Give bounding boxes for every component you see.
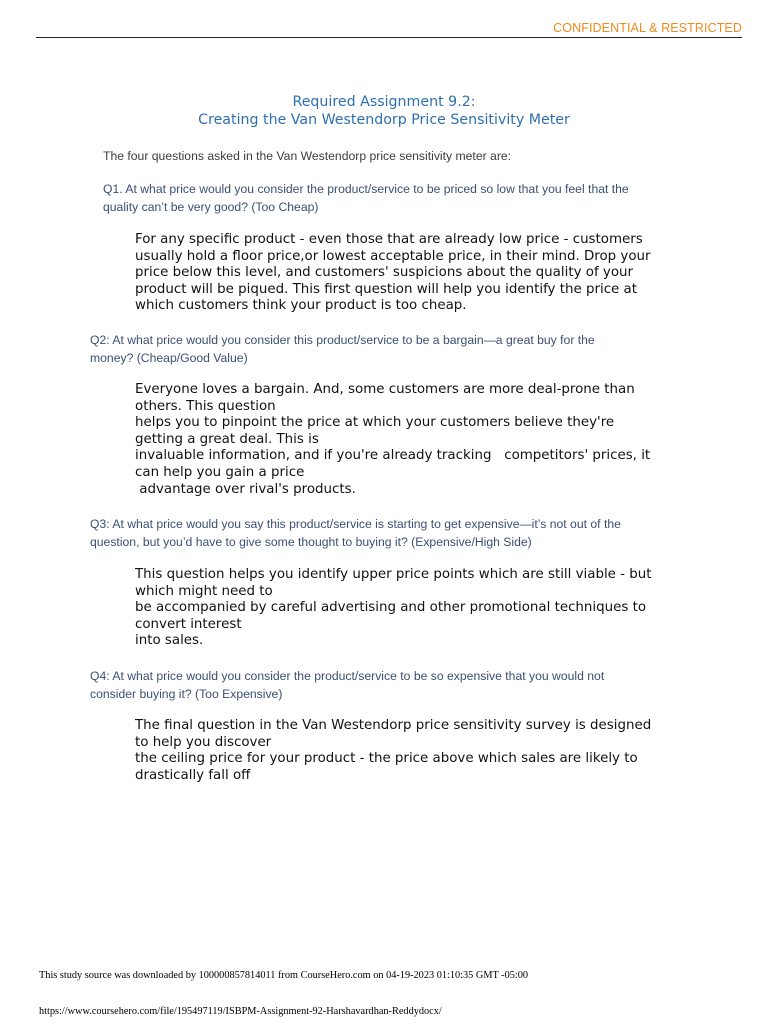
answer-1-line-2: usually hold a floor price,or lowest acceptable price, in their mind. Drop your bbox=[135, 248, 651, 264]
question-4-line-1: Q4: At what price would you consider the product/service to be so expensive that you would not bbox=[90, 669, 605, 683]
question-4-line-2: consider buying it? (Too Expensive) bbox=[90, 687, 283, 701]
answer-4-line-4: drastically fall off bbox=[135, 767, 251, 783]
header-divider bbox=[36, 37, 742, 38]
document-title-line-1: Required Assignment 9.2: bbox=[292, 94, 476, 110]
answer-2-line-5: invaluable information, and if you're already tracking competitors' prices, it bbox=[135, 448, 651, 464]
answer-4-line-1: The final question in the Van Westendorp price sensitivity survey is designed bbox=[135, 718, 652, 733]
answer-2-line-1: Everyone loves a bargain. And, some customers are more deal-prone than bbox=[135, 382, 635, 397]
answer-1-line-4: product will be piqued. This first question will help you identify the price at bbox=[135, 281, 638, 297]
answer-3-line-5: into sales. bbox=[135, 633, 204, 649]
download-note: This study source was downloaded by 100000857814011 from CourseHero.com on 04-19-2023 01:10:35 GMT -05:00 bbox=[39, 970, 529, 981]
question-3-line-1: Q3: At what price would you say this product/service is starting to get expensive—it’s not out of the bbox=[90, 517, 621, 531]
answer-2 bbox=[135, 382, 650, 498]
answer-3-line-3: be accompanied by careful advertising and other promotional techniques to bbox=[135, 600, 647, 616]
answer-2-line-7: advantage over rival's products. bbox=[135, 481, 356, 497]
answer-3-line-2: which might need to bbox=[135, 583, 273, 599]
answer-2-line-6: can help you gain a price bbox=[135, 464, 305, 480]
question-3 bbox=[90, 515, 621, 551]
answer-3 bbox=[135, 567, 652, 650]
answer-2-line-3: helps you to pinpoint the price at which your customers believe they're bbox=[135, 415, 615, 431]
question-1-line-1: Q1. At what price would you consider the product/service to be priced so low that you feel that the bbox=[103, 182, 629, 196]
question-1 bbox=[103, 180, 629, 216]
answer-1-line-5: which customers think your product is too cheap. bbox=[135, 298, 467, 314]
source-url[interactable]: https://www.coursehero.com/file/195497119/ISBPM-Assignment-92-Harshavardhan-Reddydocx/ bbox=[39, 1006, 442, 1017]
question-2 bbox=[90, 331, 595, 367]
document-title-line-2: Creating the Van Westendorp Price Sensitivity Meter bbox=[198, 112, 570, 128]
answer-1 bbox=[135, 232, 651, 315]
question-3-line-2: question, but you’d have to give some thought to buying it? (Expensive/High Side) bbox=[90, 535, 532, 549]
answer-2-line-4: getting a great deal. This is bbox=[135, 431, 319, 447]
answer-1-line-3: price below this level, and customers' suspicions about the quality of your bbox=[135, 265, 634, 281]
answer-4 bbox=[135, 718, 651, 784]
question-2-line-2: money? (Cheap/Good Value) bbox=[90, 351, 248, 365]
answer-2-line-2: others. This question bbox=[135, 398, 276, 414]
question-2-line-1: Q2: At what price would you consider this product/service to be a bargain—a great buy for the bbox=[90, 333, 595, 347]
answer-3-line-1: This question helps you identify upper price points which are still viable - but bbox=[135, 567, 652, 582]
question-4 bbox=[90, 667, 604, 703]
answer-4-line-3: the ceiling price for your product - the price above which sales are likely to bbox=[135, 751, 638, 767]
intro-text: The four questions asked in the Van Westendorp price sensitivity meter are: bbox=[103, 149, 512, 163]
question-1-line-2: quality can’t be very good? (Too Cheap) bbox=[103, 200, 319, 214]
answer-1-line-1: For any specific product - even those that are already low price - customers bbox=[135, 232, 643, 247]
answer-4-line-2: to help you discover bbox=[135, 734, 272, 750]
answer-3-line-4: convert interest bbox=[135, 616, 242, 632]
confidential-label: CONFIDENTIAL & RESTRICTED bbox=[553, 21, 742, 35]
